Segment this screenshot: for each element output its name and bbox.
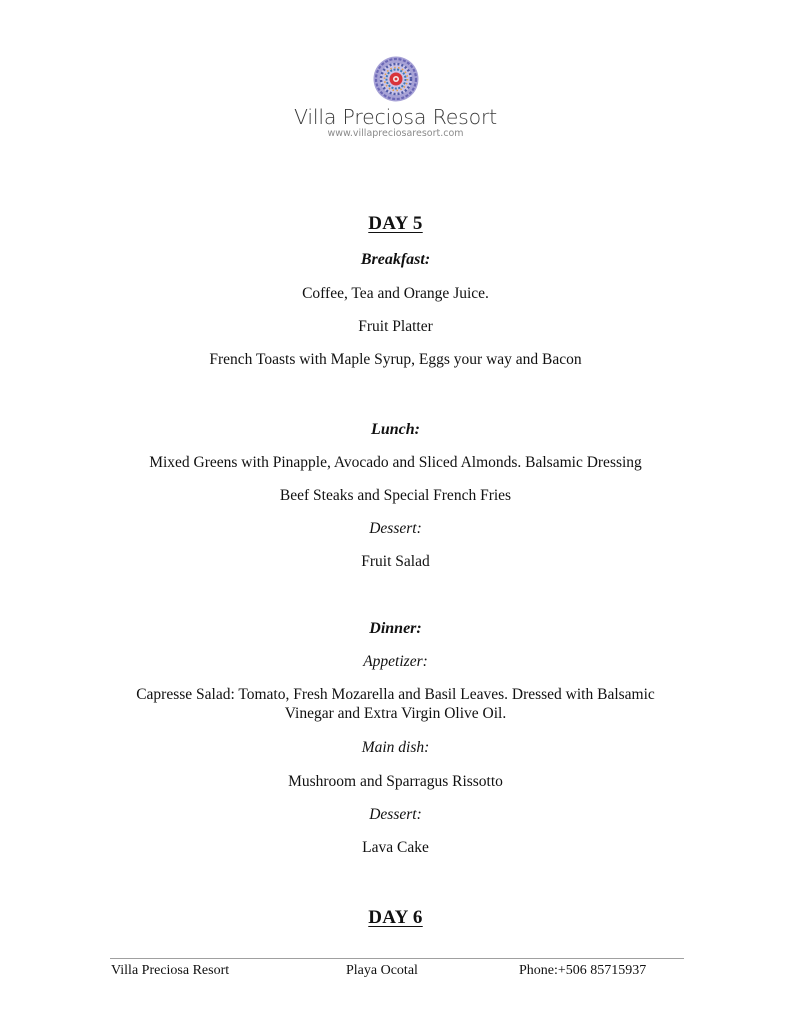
appetizer-item-line1: Capresse Salad: Tomato, Fresh Mozarella and Basil Leaves. Dressed with Balsamic	[136, 686, 655, 703]
footer-divider	[110, 958, 684, 959]
breakfast-item: French Toasts with Maple Syrup, Eggs your way and Bacon	[209, 351, 582, 368]
lunch-dessert-heading: Dessert:	[369, 520, 422, 537]
appetizer-item-line2: Vinegar and Extra Virgin Olive Oil.	[284, 705, 507, 722]
resort-website: www.villapreciosaresort.com	[327, 128, 464, 139]
appetizer-heading: Appetizer:	[363, 653, 428, 670]
footer-phone: Phone:+506 85715937	[519, 963, 647, 978]
dinner-heading: Dinner:	[369, 620, 422, 637]
dinner-dessert-heading: Dessert:	[369, 806, 422, 823]
main-dish-item: Mushroom and Sparragus Rissotto	[288, 773, 503, 790]
footer-location: Playa Ocotal	[346, 963, 418, 978]
footer-resort-name: Villa Preciosa Resort	[111, 963, 230, 978]
breakfast-heading: Breakfast:	[360, 251, 431, 268]
lunch-dessert-item: Fruit Salad	[361, 553, 430, 570]
breakfast-item: Coffee, Tea and Orange Juice.	[302, 285, 489, 302]
breakfast-item: Fruit Platter	[358, 318, 433, 335]
lunch-item: Mixed Greens with Pinapple, Avocado and Sliced Almonds. Balsamic Dressing	[149, 454, 642, 471]
dinner-dessert-item: Lava Cake	[362, 839, 429, 856]
resort-logo	[0, 56, 791, 140]
main-dish-heading: Main dish:	[361, 739, 430, 756]
resort-name: Villa Preciosa Resort	[293, 105, 498, 129]
day-heading: DAY 6	[368, 907, 423, 928]
lunch-item: Beef Steaks and Special French Fries	[279, 487, 512, 504]
mandala-logo-icon	[373, 56, 419, 102]
day-heading: DAY 5	[368, 213, 423, 234]
lunch-heading: Lunch:	[371, 421, 420, 438]
